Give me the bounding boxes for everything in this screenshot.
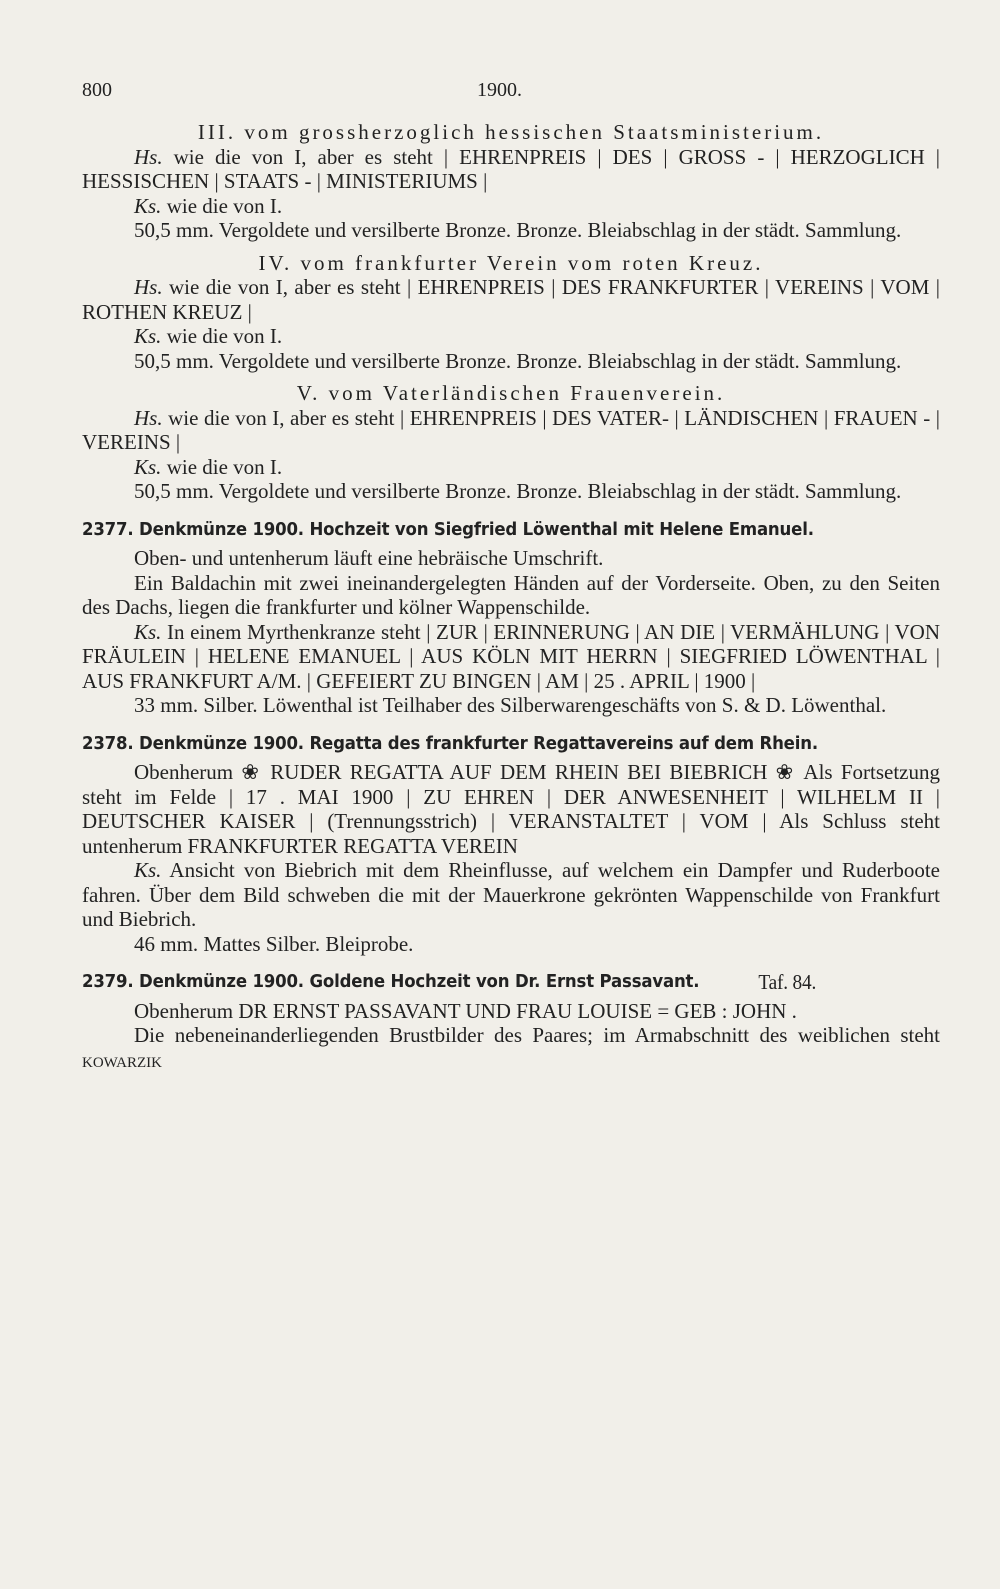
entry-2378 xyxy=(82,732,940,957)
entry-2379-heading-row xyxy=(82,970,871,995)
entry-2379-inscription: Obenherum DR ERNST PASSAVANT UND FRAU LOUISE = GEB : JOHN . xyxy=(134,998,797,1023)
section-iv-title: IV. vom frankfurter Verein vom roten Kreuz. xyxy=(258,250,764,275)
entry-2377-size: 33 mm. Silber. Löwenthal ist Teilhaber des Silberwarengeschäfts von S. & D. Löwenthal. xyxy=(134,693,887,717)
entry-2377-inscription: Oben- und untenherum läuft eine hebräische Umschrift. xyxy=(134,546,604,570)
section-iv xyxy=(82,251,940,374)
entry-2379 xyxy=(82,970,940,1075)
entry-2379-description: Die nebeneinanderliegenden Brustbilder des Paares; im Armabschnitt des weiblichen steht KOWARZIK xyxy=(82,1023,940,1071)
section-iii-reverse: Ks. wie die von I. xyxy=(134,193,283,218)
section-iv-size: 50,5 mm. Vergoldete und versilberte Bronze. Bronze. Bleiabschlag in der städt. Sammlung. xyxy=(134,348,902,373)
entry-2377-reverse: Ks. In einem Myrthenkranze steht | ZUR | ERINNERUNG | AN DIE | VERMÄHLUNG | VON FRÄULEIN | HELENE EMANUEL | AUS KÖLN MIT HERRN | SIEGFRIED LÖWENTHAL | AUS FRANKFURT A/M. | GEFEIERT ZU BINGEN | AM | 25 . APRIL | 1900 | xyxy=(82,619,940,693)
section-iii-size: 50,5 mm. Vergoldete und versilberte Bronze. Bronze. Bleiabschlag in der städt. Sammlung. xyxy=(134,218,902,242)
entry-2377 xyxy=(82,518,940,718)
page-number: 800 xyxy=(82,79,112,101)
entry-2377-description: Ein Baldachin mit zwei ineinandergelegten Händen auf der Vorderseite. Oben, zu den Seiten des Dachs, liegen die frankfurter und kölner Wappenschilde. xyxy=(82,570,940,619)
artist-signature: KOWARZIK xyxy=(82,1054,162,1071)
section-iv-reverse: Ks. wie die von I. xyxy=(134,324,283,348)
section-iii-obverse: Hs. wie die von I, aber es steht | EHRENPREIS | DES | GROSS - | HERZOGLICH | HESSISCHEN | STAATS - | MINISTERIUMS | xyxy=(82,144,940,193)
section-v-size: 50,5 mm. Vergoldete und versilberte Bronze. Bronze. Bleiabschlag in der städt. Sammlung. xyxy=(134,479,902,503)
entry-2379-heading: 2379. Denkmünze 1900. Goldene Hochzeit von Dr. Ernst Passavant. xyxy=(82,971,700,992)
section-iii xyxy=(82,120,940,243)
entry-2378-inscription: Obenherum ❀ RUDER REGATTA AUF DEM RHEIN BEI BIEBRICH ❀ Als Fortsetzung steht im Felde | 17 . MAI 1900 | ZU EHREN | DER ANWESENHEIT | WILHELM II | DEUTSCHER KAISER | (Trennungsstrich) | VERANSTALTET | VOM | Als Schluss steht untenherum FRANKFURTER REGATTA VEREIN xyxy=(82,760,940,858)
section-v-title: V. vom Vaterländischen Frauenverein. xyxy=(296,381,726,405)
running-title-year: 1900. xyxy=(477,79,522,101)
section-v xyxy=(82,381,940,504)
section-iii-title: III. vom grossherzoglich hessischen Staatsministerium. xyxy=(197,120,825,144)
entry-2378-size: 46 mm. Mattes Silber. Bleiprobe. xyxy=(134,931,414,956)
entry-2378-heading: 2378. Denkmünze 1900. Regatta des frankfurter Regattavereins auf dem Rhein. xyxy=(82,732,818,754)
plate-reference: Taf. 84. xyxy=(758,970,817,994)
entry-2378-reverse: Ks. Ansicht von Biebrich mit dem Rheinflusse, auf welchem ein Dampfer und Ruderboote fahren. Über dem Bild schweben die mit der Mauerkrone gekrönten Wappenschilde von Frankfurt und Biebrich. xyxy=(82,858,940,931)
page-header xyxy=(82,78,940,108)
section-v-obverse: Hs. wie die von I, aber es steht | EHRENPREIS | DES VATER- | LÄNDISCHEN | FRAUEN - | VEREINS | xyxy=(82,405,940,454)
entry-2377-heading: 2377. Denkmünze 1900. Hochzeit von Siegfried Löwenthal mit Helene Emanuel. xyxy=(82,518,814,540)
section-v-reverse: Ks. wie die von I. xyxy=(134,454,283,479)
section-iv-obverse: Hs. wie die von I, aber es steht | EHRENPREIS | DES FRANKFURTER | VEREINS | VOM | ROTHEN KREUZ | xyxy=(82,275,940,324)
